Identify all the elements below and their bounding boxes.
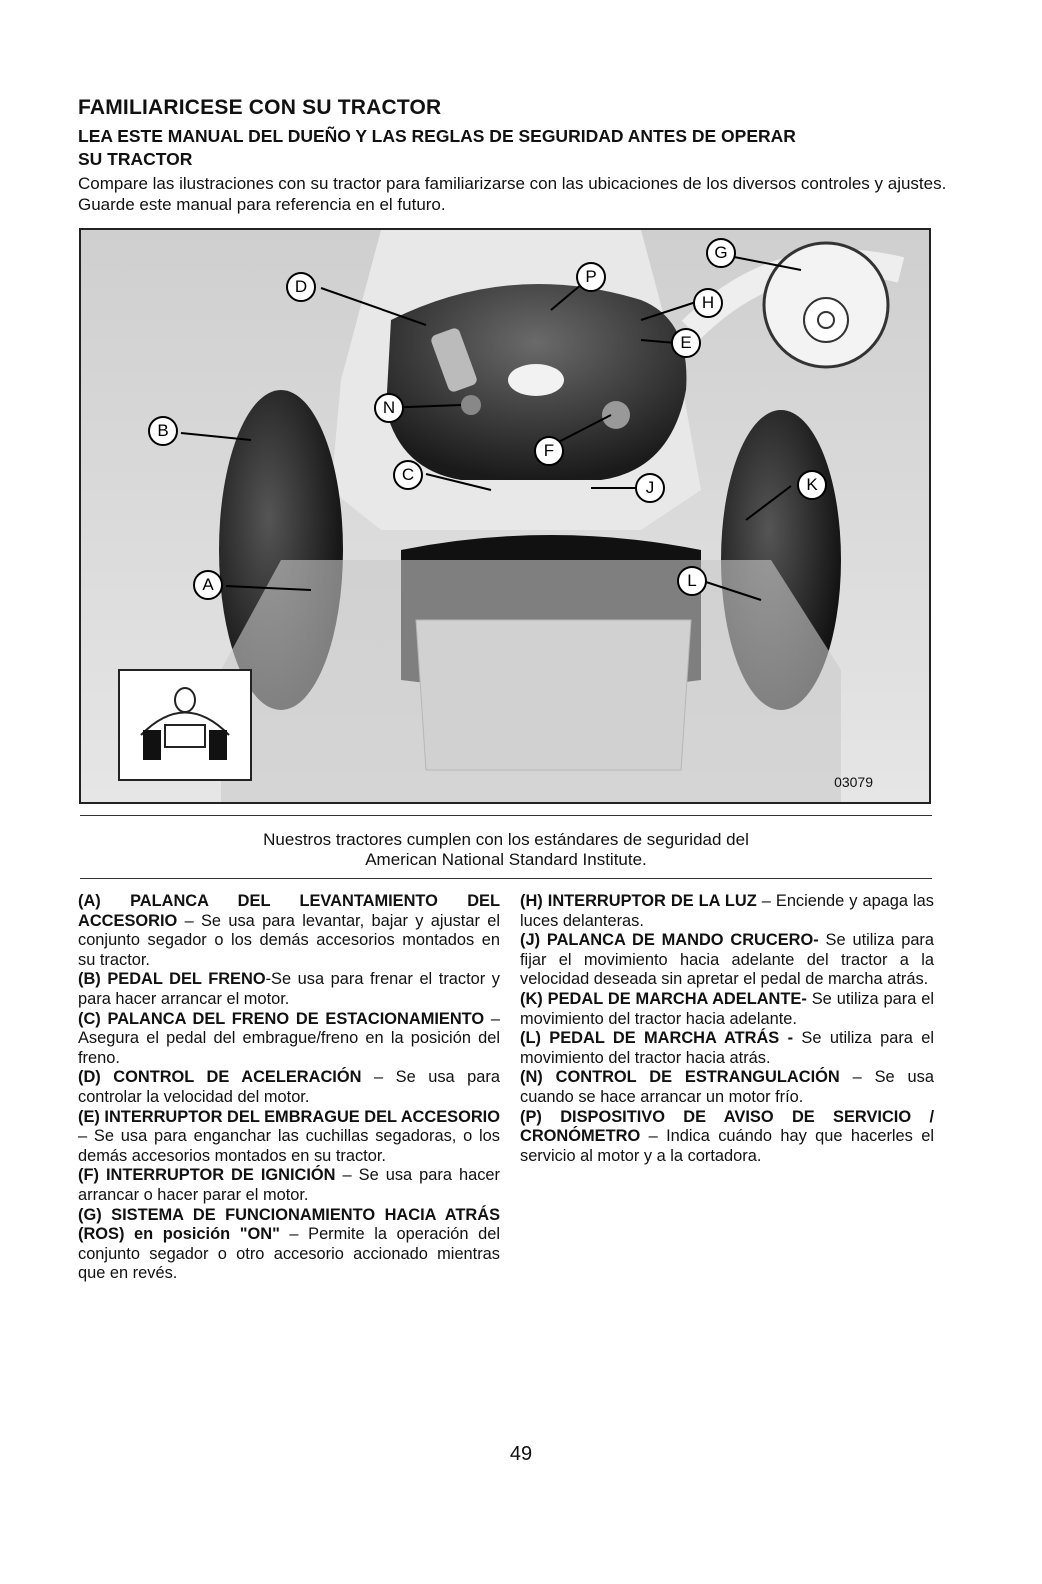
safety-subtitle-line-1: LEA ESTE MANUAL DEL DUEÑO Y LAS REGLAS DE SEGURIDAD ANTES DE OPERAR [78, 126, 796, 146]
item-f-ignition: (F) INTERRUPTOR DE IGNICIÓN – Se usa para hacer arrancar o hacer parar el motor. [78, 1166, 501, 1204]
page-number: 49 [509, 1443, 533, 1465]
item-n-choke: (N) CONTROL DE ESTRANGULACIÓN – Se usa cuando se hace arrancar un motor frío. [520, 1068, 934, 1106]
item-e-pto-switch: (E) INTERRUPTOR DEL EMBRAGUE DEL ACCESORIO – Se usa para enganchar las cuchillas segadoras, o los demás accesorios montados en su tractor. [78, 1107, 500, 1165]
controls-list-right [520, 892, 934, 1166]
caption-line-2: American National Standard Institute. [365, 850, 647, 869]
item-b-brake-pedal: (B) PEDAL DEL FRENO-Se usa para frenar el tractor y para hacer arrancar el motor. [78, 970, 500, 1008]
tractor-drawing [81, 230, 931, 804]
callout-d: D [286, 272, 316, 302]
item-k-forward-pedal: (K) PEDAL DE MARCHA ADELANTE- Se utiliza para el movimiento del tractor hacia adelante. [520, 989, 935, 1028]
item-g-ros: (G) SISTEMA DE FUNCIONAMIENTO HACIA ATRÁS (ROS) en posición "ON" – Permite la operación del conjunto segador o otro accesorio accionado mientras que en revés. [78, 1205, 500, 1283]
callout-e: E [671, 328, 701, 358]
safety-standard-caption [80, 830, 932, 870]
page-title: FAMILIARICESE CON SU TRACTOR [78, 96, 442, 119]
controls-list-left [78, 892, 500, 1284]
intro-paragraph: Compare las ilustraciones con su tractor para familiarizarse con las ubicaciones de los diversos controles y ajustes. Guarde este manual para referencia en el futuro. [78, 174, 947, 214]
page-header [78, 96, 958, 215]
item-a-attachment-lift: (A) PALANCA DEL LEVANTAMIENTO DEL ACCESORIO – Se usa para levantar, bajar y ajustar el conjunto segador o los demás accesorios montados en su tractor. [78, 892, 500, 969]
safety-subtitle-line-2: SU TRACTOR [78, 149, 193, 169]
callout-f: F [534, 436, 564, 466]
callout-j: J [635, 473, 665, 503]
item-l-reverse-pedal: (L) PEDAL DE MARCHA ATRÁS - Se utiliza para el movimiento del tractor hacia atrás. [520, 1029, 935, 1067]
callout-c: C [393, 460, 423, 490]
callout-b: B [148, 416, 178, 446]
callout-l: L [677, 566, 707, 596]
caption-line-1: Nuestros tractores cumplen con los estándares de seguridad del [263, 830, 749, 849]
item-j-cruise: (J) PALANCA DE MANDO CRUCERO- Se utiliza para fijar el movimiento hacia adelante del tractor a la velocidad deseada sin apretar el pedal de marcha atrás. [520, 931, 935, 989]
figure-code: 03079 [834, 774, 873, 790]
callout-n: N [374, 393, 404, 423]
callout-k: K [797, 470, 827, 500]
item-p-service-timer: (P) DISPOSITIVO DE AVISO DE SERVICIO / CRONÓMETRO – Indica cuándo hay que hacerles el servicio al motor y a la cortadora. [520, 1107, 934, 1165]
callout-h: H [693, 288, 723, 318]
callout-a: A [193, 570, 223, 600]
tractor-controls-illustration [79, 228, 931, 804]
callout-p: P [576, 262, 606, 292]
item-c-parking-brake: (C) PALANCA DEL FRENO DE ESTACIONAMIENTO – Asegura el pedal del embrague/freno en la posición del freno. [78, 1009, 500, 1067]
item-h-light-switch: (H) INTERRUPTOR DE LA LUZ – Enciende y apaga las luces delanteras. [520, 892, 934, 930]
item-d-throttle: (D) CONTROL DE ACELERACIÓN – Se usa para controlar la velocidad del motor. [78, 1068, 500, 1106]
caption-rule-top [80, 815, 932, 816]
caption-rule-bottom [80, 878, 932, 879]
callout-g: G [706, 238, 736, 268]
